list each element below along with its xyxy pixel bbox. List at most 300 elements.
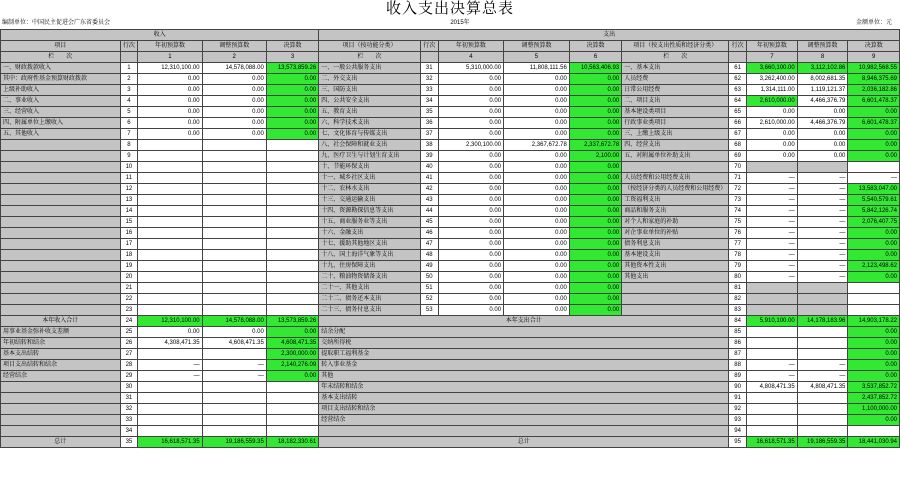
row-number: 24 xyxy=(120,316,138,327)
income-budget: — xyxy=(138,371,202,382)
expense2-final: 6,601,478.37 xyxy=(848,118,900,129)
budget-table xyxy=(0,29,900,448)
income-item xyxy=(1,393,121,404)
expense2-adjusted: — xyxy=(797,250,848,261)
income-budget: 0.00 xyxy=(138,107,202,118)
row-number: 25 xyxy=(120,327,138,338)
row-number: 74 xyxy=(729,206,747,217)
col-number: 1 xyxy=(138,52,202,63)
expense2-item: 人员经费和公用经费支出 xyxy=(622,173,729,184)
expense2-adjusted: 8,002,681.35 xyxy=(797,74,848,85)
income-adjusted xyxy=(202,162,266,173)
income-item: 上级补助收入 xyxy=(1,85,121,96)
expense-budget: 0.00 xyxy=(438,206,503,217)
expense2-final xyxy=(848,305,900,316)
expense2-budget: — xyxy=(747,184,798,195)
grand-total-expense-final: 18,441,030.94 xyxy=(848,437,900,448)
expense-item: 十八、国土海洋气象等支出 xyxy=(319,250,421,261)
expense-final: 0.00 xyxy=(569,118,621,129)
row-number: 39 xyxy=(420,151,438,162)
expense-final: 0.00 xyxy=(569,272,621,283)
table-row xyxy=(1,426,900,437)
total-expense-budget: 5,910,100.00 xyxy=(747,316,798,327)
row-number: 1 xyxy=(120,63,138,74)
row-number: 79 xyxy=(729,261,747,272)
income-final: 0.00 xyxy=(266,96,318,107)
row-number: 19 xyxy=(120,261,138,272)
income-adjusted xyxy=(202,261,266,272)
table-row xyxy=(1,151,900,162)
expense2-adjusted xyxy=(797,162,848,173)
row-number: 50 xyxy=(420,272,438,283)
row-number: 62 xyxy=(729,74,747,85)
expense-final: 0.00 xyxy=(848,415,900,426)
col-header-final: 决算数 xyxy=(848,41,900,52)
col-number: 5 xyxy=(504,52,570,63)
row-number: 85 xyxy=(729,327,747,338)
expense-final: 0.00 xyxy=(569,74,621,85)
expense-item: 十七、援助其他地区支出 xyxy=(319,239,421,250)
expense2-adjusted: 4,466,376.79 xyxy=(797,96,848,107)
income-budget xyxy=(138,162,202,173)
expense-final: 1,100,000.00 xyxy=(848,404,900,415)
income-budget xyxy=(138,272,202,283)
income-final: 0.00 xyxy=(266,371,318,382)
row-number: 52 xyxy=(420,294,438,305)
expense-item: 八、社会保障和就业支出 xyxy=(319,140,421,151)
table-row xyxy=(1,327,900,338)
expense-adjusted: — xyxy=(797,360,848,371)
table-row xyxy=(1,228,900,239)
expense-final: 0.00 xyxy=(848,349,900,360)
expense-final: 0.00 xyxy=(848,338,900,349)
expense2-budget: — xyxy=(747,261,798,272)
income-adjusted: 0.00 xyxy=(202,107,266,118)
expense-item: 项目支出结转和结余 xyxy=(319,404,729,415)
expense-adjusted xyxy=(797,415,848,426)
expense-final: 0.00 xyxy=(569,107,621,118)
col-header-row-no: 行次 xyxy=(729,41,747,52)
table-row xyxy=(1,206,900,217)
income-budget: 0.00 xyxy=(138,327,202,338)
expense2-budget xyxy=(747,305,798,316)
expense2-budget: 3,262,400.00 xyxy=(747,74,798,85)
income-adjusted xyxy=(202,349,266,360)
row-number: 3 xyxy=(120,85,138,96)
expense2-budget: 0.00 xyxy=(747,129,798,140)
expense-item: 一、一般公共服务支出 xyxy=(319,63,421,74)
expense-budget xyxy=(747,415,798,426)
income-item xyxy=(1,162,121,173)
total-expense-label: 本年支出合计 xyxy=(319,316,729,327)
income-item xyxy=(1,217,121,228)
income-final xyxy=(266,217,318,228)
expense-adjusted: 0.00 xyxy=(504,85,570,96)
expense-adjusted: 0.00 xyxy=(504,162,570,173)
income-item xyxy=(1,250,121,261)
row-number: 23 xyxy=(120,305,138,316)
grand-total-income-label: 总计 xyxy=(1,437,121,448)
total-income-label: 本年收入合计 xyxy=(1,316,121,327)
table-row xyxy=(1,283,900,294)
income-budget xyxy=(138,261,202,272)
row-number: 83 xyxy=(729,305,747,316)
income-item: 二、事业收入 xyxy=(1,96,121,107)
table-row xyxy=(1,360,900,371)
expense2-adjusted: 4,466,376.79 xyxy=(797,118,848,129)
row-number: 12 xyxy=(120,184,138,195)
table-row xyxy=(1,349,900,360)
col-header-expense-item: 项目（按功能分类） xyxy=(319,41,421,52)
income-final xyxy=(266,305,318,316)
row-number: 11 xyxy=(120,173,138,184)
income-item: 经营结余 xyxy=(1,371,121,382)
expense2-budget: 2,610,000.00 xyxy=(747,118,798,129)
expense2-final: 2,123,498.62 xyxy=(848,261,900,272)
expense-budget: 0.00 xyxy=(438,184,503,195)
expense-budget: 0.00 xyxy=(438,283,503,294)
income-final xyxy=(266,283,318,294)
expense-adjusted: 0.00 xyxy=(504,239,570,250)
expense-adjusted: 0.00 xyxy=(504,184,570,195)
table-row xyxy=(1,404,900,415)
row-number: 18 xyxy=(120,250,138,261)
income-budget xyxy=(138,151,202,162)
expense2-adjusted: — xyxy=(797,261,848,272)
expense-budget: 0.00 xyxy=(438,305,503,316)
table-row xyxy=(1,371,900,382)
income-section-header: 收入 xyxy=(1,30,319,41)
page-title: 收入支出决算总表 xyxy=(385,1,514,17)
row-number: 66 xyxy=(729,118,747,129)
expense2-final: 5,842,126.74 xyxy=(848,206,900,217)
income-adjusted xyxy=(202,382,266,393)
row-number: 63 xyxy=(729,85,747,96)
expense2-item: 债务利息支出 xyxy=(622,239,729,250)
income-final xyxy=(266,382,318,393)
expense-adjusted: 0.00 xyxy=(504,151,570,162)
expense-item: 经营结余 xyxy=(319,415,729,426)
expense2-budget xyxy=(747,162,798,173)
income-budget xyxy=(138,250,202,261)
grand-total-row xyxy=(1,437,900,448)
row-number: 78 xyxy=(729,250,747,261)
income-item xyxy=(1,140,121,151)
row-number: 80 xyxy=(729,272,747,283)
expense-item: 二十一、其他支出 xyxy=(319,283,421,294)
expense-final: 0.00 xyxy=(569,228,621,239)
expense-item: 十一、城乡社区支出 xyxy=(319,173,421,184)
expense-budget: 0.00 xyxy=(438,74,503,85)
row-number: 76 xyxy=(729,228,747,239)
expense-final: 0.00 xyxy=(569,85,621,96)
expense-final: 0.00 xyxy=(569,184,621,195)
income-budget xyxy=(138,184,202,195)
income-final: 0.00 xyxy=(266,129,318,140)
income-budget xyxy=(138,426,202,437)
income-budget: 4,308,471.35 xyxy=(138,338,202,349)
income-item xyxy=(1,206,121,217)
expense-final: 0.00 xyxy=(848,360,900,371)
expense2-final: 0.00 xyxy=(848,140,900,151)
col-header-row-no: 行次 xyxy=(120,41,138,52)
grand-total-income-adjusted: 19,186,559.35 xyxy=(202,437,266,448)
expense-final: 0.00 xyxy=(569,305,621,316)
expense-adjusted: 0.00 xyxy=(504,107,570,118)
income-item xyxy=(1,228,121,239)
row-number: 34 xyxy=(420,96,438,107)
expense-budget: 2,300,100.00 xyxy=(438,140,503,151)
income-adjusted xyxy=(202,415,266,426)
expense-item: 二、外交支出 xyxy=(319,74,421,85)
expense2-item: 行政事业类项目 xyxy=(622,118,729,129)
expense2-adjusted xyxy=(797,283,848,294)
table-row xyxy=(1,129,900,140)
col-number: 2 xyxy=(202,52,266,63)
row-number: 64 xyxy=(729,96,747,107)
income-budget xyxy=(138,195,202,206)
expense-adjusted: 2,367,672.78 xyxy=(504,140,570,151)
table-row xyxy=(1,74,900,85)
income-final xyxy=(266,404,318,415)
table-row xyxy=(1,239,900,250)
row-number: 21 xyxy=(120,283,138,294)
total-expense-adjusted: 14,178,183.96 xyxy=(797,316,848,327)
total-row xyxy=(1,316,900,327)
expense2-adjusted: — xyxy=(797,184,848,195)
expense2-adjusted: 0.00 xyxy=(797,151,848,162)
expense-budget xyxy=(747,349,798,360)
expense-item: 交纳所得税 xyxy=(319,338,729,349)
expense2-budget: — xyxy=(747,173,798,184)
row-number: 71 xyxy=(729,173,747,184)
income-final xyxy=(266,415,318,426)
income-final: 0.00 xyxy=(266,118,318,129)
expense-final: 0.00 xyxy=(569,129,621,140)
row-number: 15 xyxy=(120,217,138,228)
income-item xyxy=(1,173,121,184)
expense-final: 0.00 xyxy=(848,371,900,382)
col-header-budget: 年初预算数 xyxy=(747,41,798,52)
expense-budget: 5,310,000.00 xyxy=(438,63,503,74)
expense-item: 四、公共安全支出 xyxy=(319,96,421,107)
expense2-adjusted: — xyxy=(797,217,848,228)
grand-total-expense-adjusted: 19,186,559.35 xyxy=(797,437,848,448)
income-adjusted xyxy=(202,195,266,206)
expense-adjusted: 0.00 xyxy=(504,129,570,140)
row-number: 81 xyxy=(729,283,747,294)
expense-budget: 0.00 xyxy=(438,250,503,261)
income-final xyxy=(266,151,318,162)
org-label: 编制单位：中国民主促进会广东省委员会 xyxy=(2,20,111,26)
expense2-budget: — xyxy=(747,217,798,228)
col-number xyxy=(120,52,138,63)
income-adjusted xyxy=(202,305,266,316)
expense2-budget: — xyxy=(747,206,798,217)
income-item xyxy=(1,415,121,426)
total-expense-final: 14,903,178.22 xyxy=(848,316,900,327)
expense-budget: 0.00 xyxy=(438,162,503,173)
table-row xyxy=(1,107,900,118)
table-row xyxy=(1,162,900,173)
income-adjusted: 0.00 xyxy=(202,118,266,129)
expense-final: 0.00 xyxy=(569,239,621,250)
expense-budget: 0.00 xyxy=(438,129,503,140)
table-row xyxy=(1,261,900,272)
expense-item: 二十二、债务还本支出 xyxy=(319,294,421,305)
income-final xyxy=(266,228,318,239)
expense-final xyxy=(848,426,900,437)
col-number: 8 xyxy=(797,52,848,63)
income-item: 项目支出结转和结余 xyxy=(1,360,121,371)
row-number: 45 xyxy=(420,217,438,228)
expense2-item: 三、上缴上级支出 xyxy=(622,129,729,140)
table-row xyxy=(1,140,900,151)
row-number: 42 xyxy=(420,184,438,195)
expense-item: 基本支出结转 xyxy=(319,393,729,404)
expense-budget: 0.00 xyxy=(438,228,503,239)
row-number: 70 xyxy=(729,162,747,173)
expense-item: 三、国防支出 xyxy=(319,85,421,96)
expense-final: 0.00 xyxy=(569,283,621,294)
expense-adjusted xyxy=(797,426,848,437)
income-budget xyxy=(138,404,202,415)
table-row xyxy=(1,118,900,129)
col-number: 7 xyxy=(747,52,798,63)
col-number: 6 xyxy=(569,52,621,63)
expense-item xyxy=(319,426,729,437)
income-final xyxy=(266,173,318,184)
income-adjusted: 14,578,088.00 xyxy=(202,63,266,74)
expense-item: 九、医疗卫生与计划生育支出 xyxy=(319,151,421,162)
row-number: 91 xyxy=(729,393,747,404)
table-row xyxy=(1,63,900,74)
col-header-final: 决算数 xyxy=(266,41,318,52)
expense-budget: 0.00 xyxy=(438,85,503,96)
expense-final: 0.00 xyxy=(569,294,621,305)
income-budget: 0.00 xyxy=(138,118,202,129)
row-number: 41 xyxy=(420,173,438,184)
expense2-final: 13,583,047.00 xyxy=(848,184,900,195)
row-number: 77 xyxy=(729,239,747,250)
row-number: 14 xyxy=(120,206,138,217)
row-number: 40 xyxy=(420,162,438,173)
expense-adjusted: 0.00 xyxy=(504,294,570,305)
expense-final: 0.00 xyxy=(569,217,621,228)
col-header-expense2-item: 项目（按支出性质和经济分类） xyxy=(622,41,729,52)
row-number: 13 xyxy=(120,195,138,206)
row-number: 90 xyxy=(729,382,747,393)
row-number: 34 xyxy=(120,426,138,437)
expense-adjusted: 0.00 xyxy=(504,250,570,261)
row-number: 69 xyxy=(729,151,747,162)
expense2-adjusted: — xyxy=(797,272,848,283)
expense-item: 十三、交通运输支出 xyxy=(319,195,421,206)
col-header-row-no: 行次 xyxy=(420,41,438,52)
income-adjusted xyxy=(202,228,266,239)
income-final: 0.00 xyxy=(266,327,318,338)
expense-item: 十五、商业服务业等支出 xyxy=(319,217,421,228)
expense-budget: — xyxy=(747,371,798,382)
grand-total-income-final: 18,182,330.61 xyxy=(266,437,318,448)
income-final xyxy=(266,140,318,151)
expense-budget: 0.00 xyxy=(438,151,503,162)
expense-adjusted: 0.00 xyxy=(504,261,570,272)
income-final xyxy=(266,206,318,217)
expense2-adjusted xyxy=(797,294,848,305)
income-adjusted: 4,608,471.35 xyxy=(202,338,266,349)
table-row xyxy=(1,217,900,228)
expense-budget: 0.00 xyxy=(438,217,503,228)
row-number: 93 xyxy=(729,415,747,426)
income-item xyxy=(1,272,121,283)
expense2-final: — xyxy=(848,173,900,184)
expense-adjusted: 4,808,471.35 xyxy=(797,382,848,393)
expense-budget: — xyxy=(747,360,798,371)
income-budget xyxy=(138,206,202,217)
expense2-final: 10,982,568.55 xyxy=(848,63,900,74)
row-number: 94 xyxy=(729,426,747,437)
expense2-final: 0.00 xyxy=(848,107,900,118)
row-number: 73 xyxy=(729,195,747,206)
unit-label: 金额单位：元 xyxy=(855,20,892,26)
expense-budget: 0.00 xyxy=(438,118,503,129)
row-number: 9 xyxy=(120,151,138,162)
col-header-adjusted: 调整预算数 xyxy=(202,41,266,52)
table-row xyxy=(1,338,900,349)
income-item xyxy=(1,305,121,316)
expense2-budget: — xyxy=(747,250,798,261)
expense-final: 10,563,406.93 xyxy=(569,63,621,74)
income-adjusted xyxy=(202,184,266,195)
row-number: 87 xyxy=(729,349,747,360)
row-number: 10 xyxy=(120,162,138,173)
expense2-budget xyxy=(747,294,798,305)
expense-item: 十二、农林水支出 xyxy=(319,184,421,195)
row-number: 61 xyxy=(729,63,747,74)
col-number: 4 xyxy=(438,52,503,63)
income-adjusted xyxy=(202,283,266,294)
expense-item: 十、节能环保支出 xyxy=(319,162,421,173)
row-number: 51 xyxy=(420,283,438,294)
expense2-adjusted: 0.00 xyxy=(797,107,848,118)
income-final xyxy=(266,294,318,305)
income-final xyxy=(266,239,318,250)
income-item xyxy=(1,195,121,206)
table-row xyxy=(1,415,900,426)
expense-final: 2,100.00 xyxy=(569,151,621,162)
income-item: 其中：政府性基金预算财政拨款 xyxy=(1,74,121,85)
expense-adjusted xyxy=(797,327,848,338)
row-number: 26 xyxy=(120,338,138,349)
expense-adjusted xyxy=(797,393,848,404)
expense2-adjusted: 3,112,102.86 xyxy=(797,63,848,74)
expense-section-header: 支出 xyxy=(319,30,900,41)
row-number: 17 xyxy=(120,239,138,250)
row-number: 33 xyxy=(120,415,138,426)
expense2-final xyxy=(848,162,900,173)
col-header-adjusted: 调整预算数 xyxy=(504,41,570,52)
income-adjusted xyxy=(202,272,266,283)
income-budget xyxy=(138,283,202,294)
expense2-item: 基本建设类项目 xyxy=(622,107,729,118)
col-header-budget: 年初预算数 xyxy=(438,41,503,52)
row-number: 95 xyxy=(729,437,747,448)
expense2-budget xyxy=(747,283,798,294)
expense-item: 十九、住房保障支出 xyxy=(319,261,421,272)
income-item: 五、其他收入 xyxy=(1,129,121,140)
income-budget xyxy=(138,349,202,360)
